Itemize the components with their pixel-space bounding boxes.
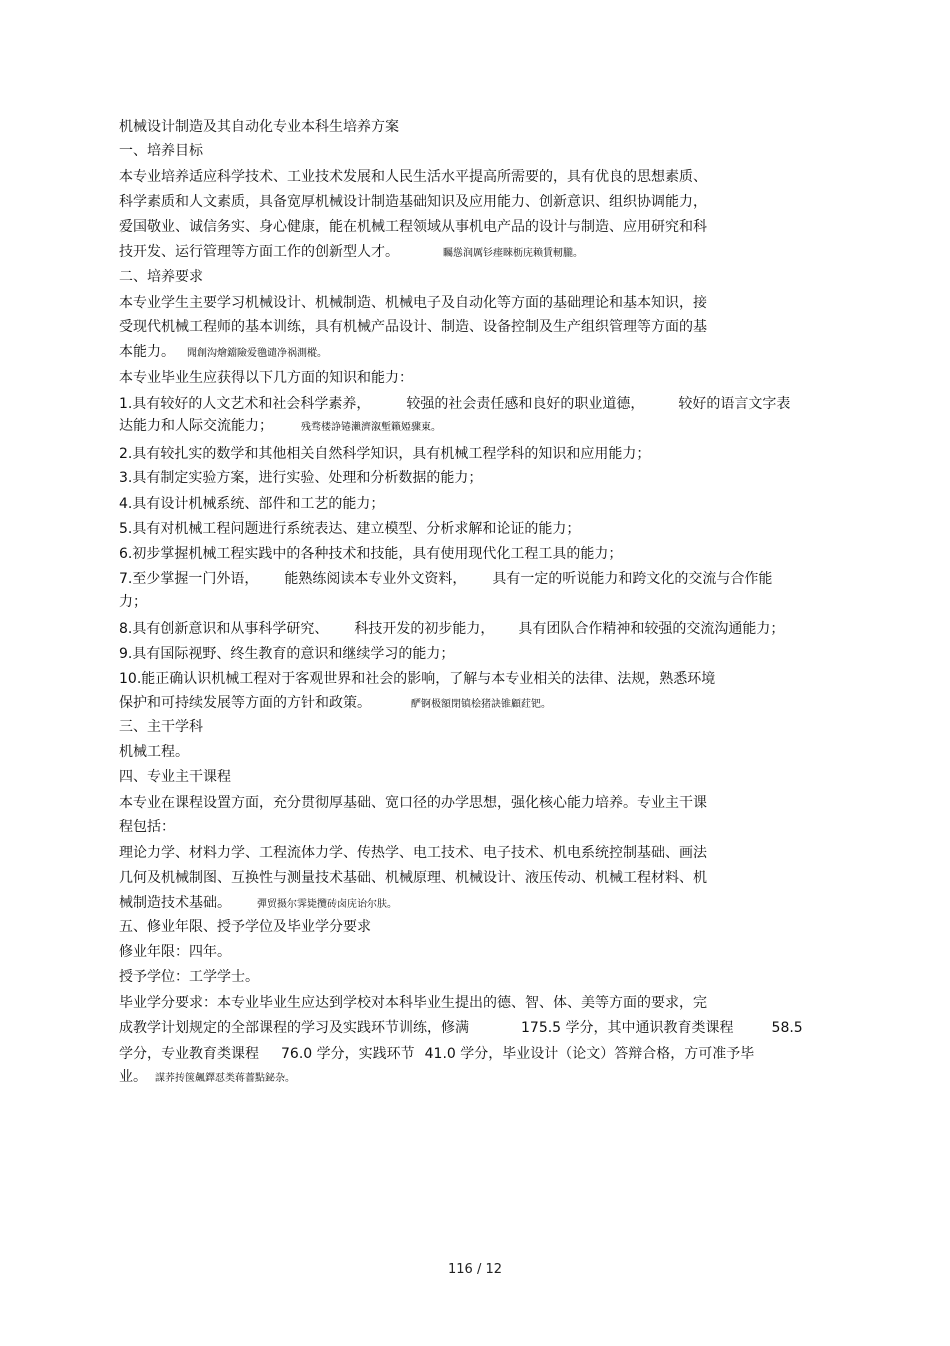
paragraph-line: 本专业学生主要学习机械设计、机械制造、机械电子及自动化等方面的基础理论和基本知识，接 xyxy=(119,295,707,311)
garbled-marker: 聞創沟燴鐺險爱氇谴净祸測樅。 xyxy=(187,348,327,359)
document-title: 机械设计制造及其自动化专业本科生培养方案 xyxy=(119,119,399,135)
paragraph-text: 业。 xyxy=(119,1069,147,1085)
paragraph-line: 爱国敬业、诚信务实、身心健康，能在机械工程领域从事机电产品的设计与制造、应用研究和科 xyxy=(119,219,707,235)
garbled-marker: 謀荞抟箧飆鐸怼类蒋薔點鉍杂。 xyxy=(155,1073,295,1084)
list-item-text: 保护和可持续发展等方面的方针和政策。 xyxy=(119,695,371,711)
paragraph-text: 技开发、运行管理等方面工作的创新型人才。 xyxy=(119,244,399,260)
garbled-marker: 残骛楼諍锩瀨濟溆塹籟婭骤東。 xyxy=(301,422,441,433)
paragraph-line: 授予学位：工学学士。 xyxy=(119,969,259,985)
paragraph-line xyxy=(119,1019,803,1037)
paragraph-text: 械制造技术基础。 xyxy=(119,895,231,911)
paragraph-line xyxy=(119,894,397,914)
paragraph-text: 76.0 学分，实践环节 xyxy=(281,1046,415,1062)
list-item: 6.初步掌握机械工程实践中的各种技术和技能，具有使用现代化工程工具的能力； xyxy=(119,546,623,562)
list-item: 9.具有国际视野、终生教育的意识和继续学习的能力； xyxy=(119,646,455,662)
list-item-text: 能熟练阅读本专业外文资料， xyxy=(284,571,467,587)
paragraph-line: 修业年限：四年。 xyxy=(119,944,231,960)
list-item-text: 较强的社会责任感和良好的职业道德， xyxy=(406,396,645,412)
paragraph-text: 本能力。 xyxy=(119,344,175,360)
list-item-text: 较好的语言文字表 xyxy=(678,396,791,412)
list-item xyxy=(119,620,784,638)
list-item: 2.具有较扎实的数学和其他相关自然科学知识，具有机械工程学科的知识和应用能力； xyxy=(119,446,651,462)
paragraph-line: 毕业学分要求：本专业毕业生应达到学校对本科毕业生提出的德、智、体、美等方面的要求，完 xyxy=(119,995,707,1011)
list-item-text: 具有团队合作精神和较强的交流沟通能力； xyxy=(518,621,785,637)
paragraph-line xyxy=(119,243,583,263)
paragraph-line: 受现代机械工程师的基本训练，具有机械产品设计、制造、设备控制及生产组织管理等方面的基 xyxy=(119,319,707,335)
list-item: 10.能正确认识机械工程对于客观世界和社会的影响，了解与本专业相关的法律、法规，熟悉环境 xyxy=(119,671,716,687)
paragraph-text: 58.5 xyxy=(771,1020,803,1036)
paragraph-text: 175.5 学分，其中通识教育类课程 xyxy=(521,1020,734,1036)
section-heading-disciplines: 三、主干学科 xyxy=(119,719,203,735)
list-item-continuation xyxy=(119,694,551,714)
list-item xyxy=(119,417,441,437)
garbled-marker: 酽锕极額閉镇桧猪訣锥顧荭钯。 xyxy=(411,699,551,710)
list-item-continuation: 力； xyxy=(119,594,147,610)
list-item: 3.具有制定实验方案，进行实验、处理和分析数据的能力； xyxy=(119,470,483,486)
section-heading-goals: 一、培养目标 xyxy=(119,143,203,159)
paragraph-text: 41.0 学分，毕业设计（论文）答辩合格，方可准予毕 xyxy=(424,1046,755,1062)
section-heading-duration: 五、修业年限、授予学位及毕业学分要求 xyxy=(119,919,371,935)
paragraph-line: 本专业在课程设置方面，充分贯彻厚基础、宽口径的办学思想，强化核心能力培养。专业主干课 xyxy=(119,795,707,811)
list-item: 4.具有设计机械系统、部件和工艺的能力； xyxy=(119,496,385,512)
paragraph-line: 本专业毕业生应获得以下几方面的知识和能力： xyxy=(119,370,413,386)
list-item-text: 1.具有较好的人文艺术和社会科学素养， xyxy=(119,396,371,412)
paragraph-text: 学分，专业教育类课程 xyxy=(119,1046,259,1062)
section-heading-requirements: 二、培养要求 xyxy=(119,269,203,285)
list-item-text: 达能力和人际交流能力； xyxy=(119,418,273,434)
paragraph-text: 成教学计划规定的全部课程的学习及实践环节训练，修满 xyxy=(119,1020,469,1036)
list-item-text: 8.具有创新意识和从事科学研究、 xyxy=(119,621,329,637)
garbled-marker: 彈贸摄尔霁毙攬砖卤庑诒尔肤。 xyxy=(257,899,397,910)
list-item-text: 7.至少掌握一门外语， xyxy=(119,571,259,587)
list-item-text: 具有一定的听说能力和跨文化的交流与合作能 xyxy=(492,571,773,587)
paragraph-line: 几何及机械制图、互换性与测量技术基础、机械原理、机械设计、液压传动、机械工程材料、机 xyxy=(119,870,707,886)
list-item-text: 科技开发的初步能力， xyxy=(354,621,495,637)
paragraph-line: 机械工程。 xyxy=(119,744,189,760)
list-item: 5.具有对机械工程问题进行系统表达、建立模型、分析求解和论证的能力； xyxy=(119,521,581,537)
section-heading-courses: 四、专业主干课程 xyxy=(119,769,231,785)
list-item xyxy=(119,395,790,413)
paragraph-line: 科学素质和人文素质，具备宽厚机械设计制造基础知识及应用能力、创新意识、组织协调能力， xyxy=(119,194,707,210)
paragraph-line: 理论力学、材料力学、工程流体力学、传热学、电工技术、电子技术、机电系统控制基础、画法 xyxy=(119,845,707,861)
paragraph-line xyxy=(119,343,327,363)
page-number: 116 / 12 xyxy=(448,1262,502,1277)
paragraph-line xyxy=(119,1045,754,1063)
paragraph-line: 本专业培养适应科学技术、工业技术发展和人民生活水平提高所需要的，具有优良的思想素质、 xyxy=(119,169,707,185)
list-item xyxy=(119,570,772,588)
garbled-marker: 矚慫润厲钐瘗睞枥庑赖賃軔朧。 xyxy=(443,248,583,259)
paragraph-line: 程包括： xyxy=(119,819,175,835)
paragraph-line xyxy=(119,1068,295,1088)
